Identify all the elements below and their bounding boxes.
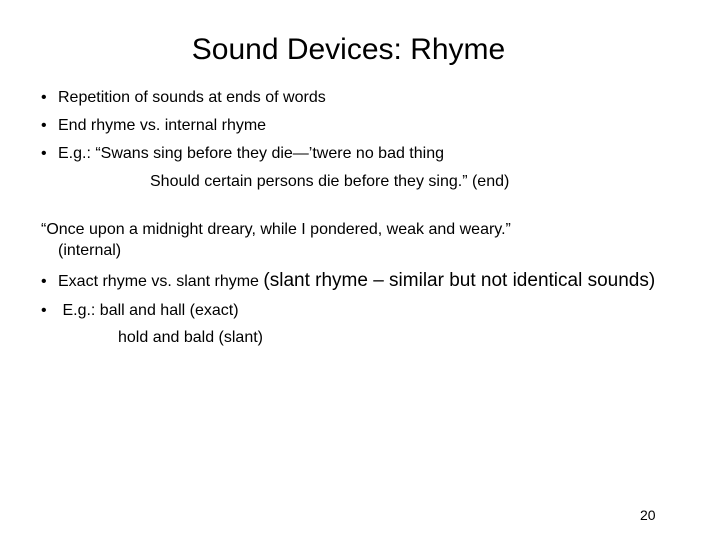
page-number: 20: [640, 507, 656, 523]
slide-title: Sound Devices: Rhyme: [191, 33, 506, 66]
bullet-text-large: (slant rhyme – similar but not identical sounds): [263, 270, 656, 291]
bullet-icon: •: [41, 273, 47, 290]
bullet-text: Repetition of sounds at ends of words: [58, 89, 326, 106]
bullet-text: E.g.: ball and hall (exact): [58, 302, 239, 319]
bullet-example-swans: [41, 143, 444, 165]
bullet-exact-vs-slant: [41, 270, 655, 293]
bullet-icon: •: [41, 145, 47, 162]
quote-note: (internal): [58, 242, 122, 259]
bullet-icon: •: [41, 89, 47, 106]
bullet-icon: •: [41, 117, 47, 134]
bullet-example-ball: [41, 300, 239, 322]
bullet-icon: •: [41, 302, 47, 319]
quote-line: “Once upon a midnight dreary, while I pondered, weak and weary.”: [41, 221, 511, 238]
bullet-text: Exact rhyme vs. slant rhyme: [58, 273, 264, 290]
bullet-text: End rhyme vs. internal rhyme: [58, 117, 267, 134]
example-continuation: Should certain persons die before they sing.” (end): [150, 173, 510, 190]
bullet-end-rhyme: [41, 115, 266, 137]
example-slant: hold and bald (slant): [118, 329, 263, 346]
bullet-repetition: [41, 87, 326, 109]
bullet-text: E.g.: “Swans sing before they die—’twere no bad thing: [58, 145, 444, 162]
